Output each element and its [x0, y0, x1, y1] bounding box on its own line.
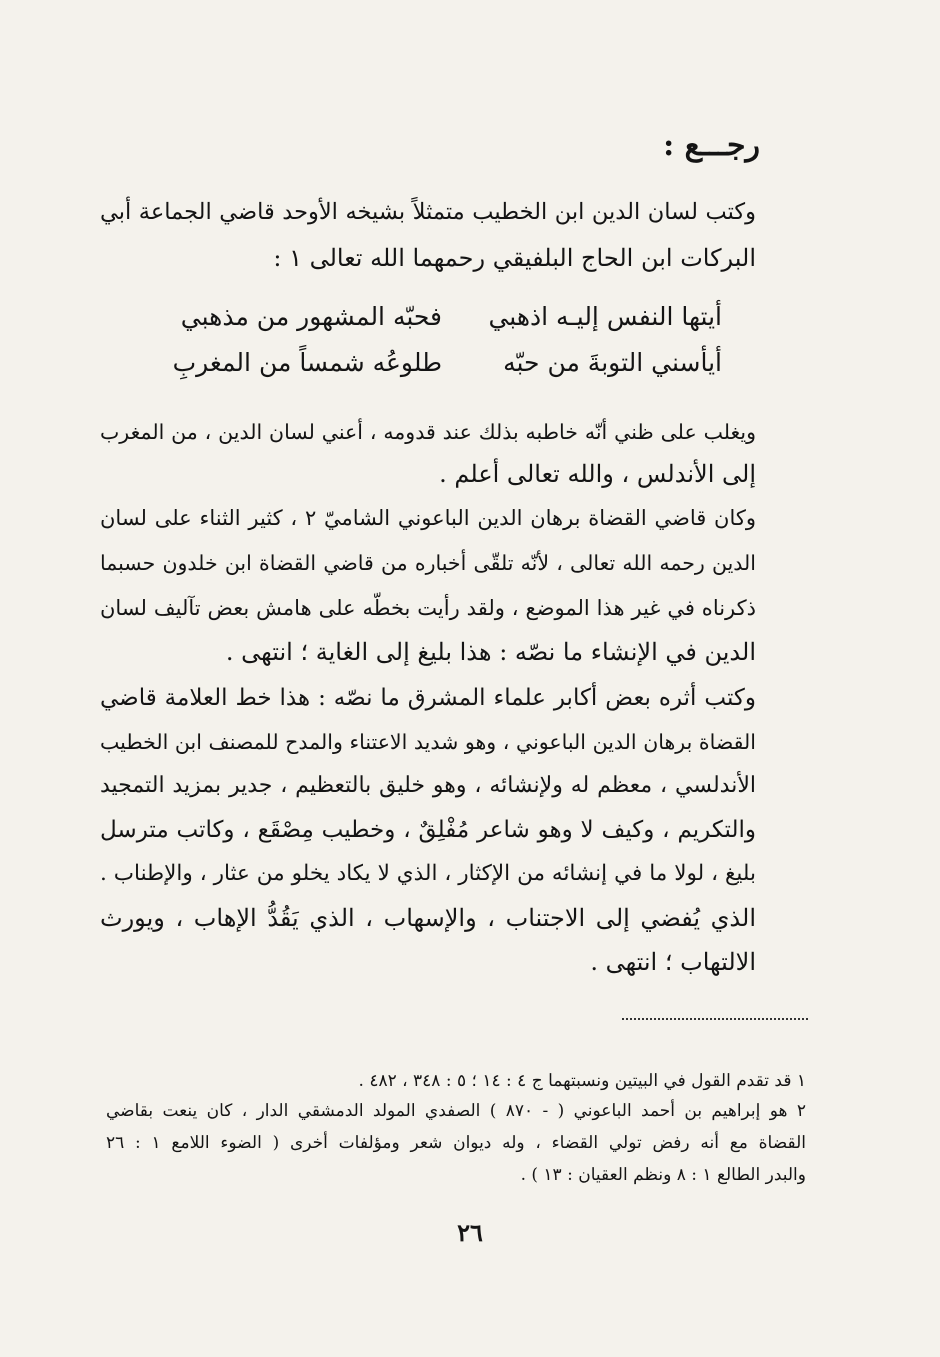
paragraph-2-line-2: إلى الأندلس ، والله تعالى أعلم . — [439, 460, 756, 488]
paragraph-4-line-6: الذي يُفضي إلى الاجتناب ، والإسهاب ، الذي يَقُدُّ الإهاب ، ويورث — [100, 904, 757, 932]
verse-1-first-hemistich: أيتها النفس إليـه اذهبي — [488, 302, 722, 331]
paragraph-4-line-5: بليغ ، لولا ما في إنشائه من الإكثار ، الذي لا يكاد يخلو من عثار ، والإطناب . — [100, 861, 756, 886]
footnote-1: ١ قد تقدم القول في البيتين ونسبتهما ج ٤ : ١٤ ؛ ٥ : ٣٤٨ ، ٤٨٢ . — [358, 1071, 806, 1091]
paragraph-3-line-2: الدين رحمه الله تعالى ، لأنّه تلقّى أخباره من قاضي القضاة ابن خلدون حسبما — [100, 551, 756, 575]
paragraph-4-line-7: الالتهاب ؛ انتهى . — [590, 948, 756, 976]
footnote-2-line-2: القضاة مع أنه رفض تولي القضاء ، وله ديوان شعر ومؤلفات أخرى ( الضوء اللامع ١ : ٢٦ — [106, 1133, 806, 1153]
footnote-2-line-3: والبدر الطالع ١ : ٨ ونظم العقيان : ١٣ ) . — [520, 1165, 806, 1185]
footnote-2-line-1: ٢ هو إبراهيم بن أحمد الباعوني ( - ٨٧٠ ) الصفدي المولد الدمشقي الدار ، كان ينعت بقاضي — [106, 1101, 806, 1121]
section-heading: رجـــع : — [663, 128, 760, 163]
paragraph-3-line-4: الدين في الإنشاء ما نصّه : هذا بليغ إلى الغاية ؛ انتهى . — [225, 638, 756, 666]
paragraph-4-line-3: الأندلسي ، معظم له ولإنشائه ، وهو خليق بالتعظيم ، جدير بمزيد التمجيد — [100, 773, 756, 798]
footnote-separator — [622, 1018, 808, 1020]
verse-2-second-hemistich: طلوعُه شمساً من المغربِ — [172, 348, 442, 377]
page-number: ٢٦ — [457, 1218, 483, 1247]
paragraph-4-line-1: وكتب أثره بعض أكابر علماء المشرق ما نصّه : هذا خط العلامة قاضي — [100, 685, 756, 711]
paragraph-4-line-2: القضاة برهان الدين الباعوني ، وهو شديد الاعتناء والمدح للمصنف ابن الخطيب — [100, 730, 756, 754]
paragraph-2-line-1: ويغلب على ظني أنّه خاطبه بذلك عند قدومه ، أعني لسان الدين ، من المغرب — [100, 420, 756, 444]
paragraph-4-line-4: والتكريم ، وكيف لا وهو شاعر مُفْلِقٌ ، وخطيب مِصْقَع ، وكاتب مترسل — [100, 817, 756, 843]
paragraph-3-line-1: وكان قاضي القضاة برهان الدين الباعوني الشاميّ ٢ ، كثير الثناء على لسان — [100, 506, 757, 530]
verse-1-second-hemistich: فحبّه المشهور من مذهبي — [180, 302, 442, 331]
verse-2-first-hemistich: أيأسني التوبةَ من حبّه — [503, 348, 722, 377]
paragraph-1-line-1: وكتب لسان الدين ابن الخطيب متمثلاً بشيخه الأوحد قاضي الجماعة أبي — [100, 199, 756, 225]
paragraph-3-line-3: ذكرناه في غير هذا الموضع ، ولقد رأيت بخطّه على هامش بعض تآليف لسان — [100, 596, 756, 620]
paragraph-1-line-2: البركات ابن الحاج البلفيقي رحمهما الله تعالى ١ : — [273, 244, 756, 272]
